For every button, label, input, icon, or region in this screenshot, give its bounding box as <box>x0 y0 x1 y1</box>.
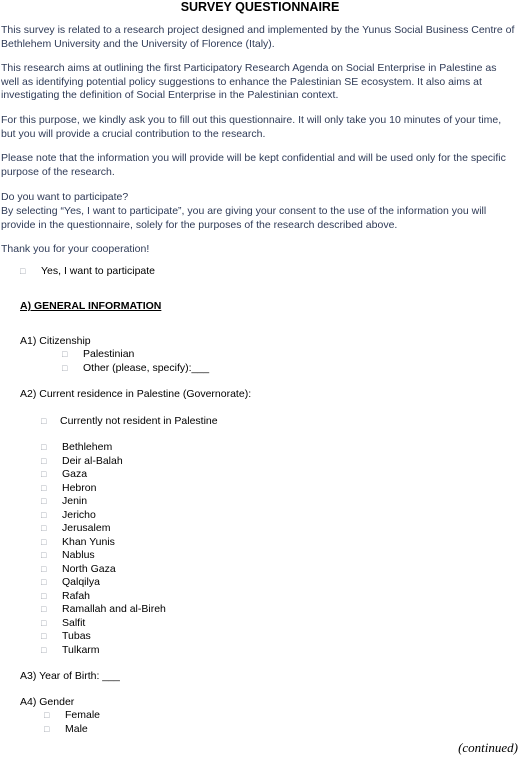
a2-option-checkbox[interactable] <box>41 630 46 642</box>
a2-option-checkbox[interactable] <box>41 576 46 588</box>
intro-paragraph-4: Please note that the information you will provide will be kept confidential and will be used only for the specific purpose of the research. <box>1 152 506 178</box>
checkbox-icon: □ <box>41 469 47 479</box>
checkbox-icon: □ <box>41 455 47 466</box>
a4-option-label: Female <box>65 709 101 721</box>
checkbox-icon: □ <box>41 604 47 614</box>
checkbox-icon: □ <box>44 710 50 720</box>
a2-option-checkbox[interactable] <box>41 590 46 602</box>
a2-option-label: Tubas <box>62 630 91 642</box>
checkbox-icon: □ <box>41 550 47 560</box>
a2-option-label: Jenin <box>62 495 88 507</box>
a2-option-label: North Gaza <box>62 562 116 575</box>
a2-option-label: Salfit <box>62 616 86 629</box>
a2-option-checkbox[interactable] <box>41 468 46 480</box>
intro-paragraph-3: For this purpose, we kindly ask you to fill out this questionnaire. It will only take you 10 minutes of your time, but you will provide a crucial contribution to the research. <box>1 114 502 140</box>
a2-option-checkbox[interactable] <box>41 441 46 453</box>
checkbox-icon: □ <box>41 523 47 533</box>
a2-option-label: Qalqilya <box>62 576 100 588</box>
a4-option-checkbox[interactable] <box>44 709 49 721</box>
intro-paragraph-2: This research aims at outlining the first Participatory Research Agenda on Social Enterprise in Palestine as well as identifying potential policy suggestions to enhance the Palestinian SE ecosystem. It also aims at investigating the definition of Social Enterprise in the Palestinian context. <box>1 62 497 102</box>
a2-option-checkbox[interactable] <box>41 509 46 521</box>
checkbox-icon: □ <box>41 617 47 628</box>
checkbox-icon: □ <box>62 349 68 359</box>
checkbox-icon: □ <box>41 536 47 547</box>
question-a2-residence: A2) Current residence in Palestine (Governorate): <box>20 388 252 400</box>
not-resident-checkbox[interactable] <box>41 415 46 427</box>
consent-paragraph: By selecting “Yes, I want to participate”, you are giving your consent to the use of the information you will provide in the questionnaire, solely for the purposes of the research described above. <box>1 205 487 231</box>
checkbox-icon: □ <box>41 644 47 655</box>
continued-label <box>458 740 518 756</box>
checkbox-icon: □ <box>20 266 26 276</box>
a4-option-label: Male <box>65 723 88 735</box>
a2-option-label: Bethlehem <box>62 441 113 453</box>
a2-option-checkbox[interactable] <box>41 482 46 494</box>
a1-option-label: Palestinian <box>83 348 135 360</box>
participate-question: Do you want to participate? <box>1 191 129 203</box>
checkbox-icon: □ <box>41 496 47 506</box>
a2-option-label: Gaza <box>62 468 88 480</box>
checkbox-icon: □ <box>41 563 47 574</box>
intro-paragraph-1: This survey is related to a research project designed and implemented by the Yunus Social Business Centre of Bethlehem University and the University of Florence (Italy). <box>1 24 515 50</box>
a1-option-checkbox[interactable] <box>62 348 67 360</box>
a1-option-label: Other (please, specify):___ <box>83 362 210 374</box>
a1-option-checkbox[interactable] <box>62 362 67 374</box>
question-a4-gender: A4) Gender <box>20 696 75 708</box>
not-resident-label: Currently not resident in Palestine <box>60 415 218 427</box>
a2-option-checkbox[interactable] <box>41 617 46 629</box>
a2-option-label: Ramallah and al-Bireh <box>62 603 166 615</box>
checkbox-icon: □ <box>41 442 47 452</box>
checkbox-icon: □ <box>41 509 47 520</box>
page-title: SURVEY QUESTIONNAIRE <box>180 0 340 14</box>
a2-option-checkbox[interactable] <box>41 536 46 548</box>
a2-option-label: Jerusalem <box>62 522 111 534</box>
consent-checkbox[interactable] <box>20 265 25 277</box>
a2-option-checkbox[interactable] <box>41 644 46 656</box>
consent-option-label: Yes, I want to participate <box>41 265 156 277</box>
section-heading-general-information: A) GENERAL INFORMATION <box>20 300 162 312</box>
a2-option-checkbox[interactable] <box>41 603 46 615</box>
a2-option-label: Nablus <box>62 549 95 561</box>
a2-option-checkbox[interactable] <box>41 455 46 467</box>
a2-option-checkbox[interactable] <box>41 563 46 575</box>
checkbox-icon: □ <box>41 590 47 601</box>
question-a3-year-of-birth: A3) Year of Birth: ___ <box>20 670 120 682</box>
a2-option-label: Khan Yunis <box>62 535 115 548</box>
a2-option-checkbox[interactable] <box>41 549 46 561</box>
thank-you-text: Thank you for your cooperation! <box>1 243 150 255</box>
checkbox-icon: □ <box>44 724 50 734</box>
checkbox-icon: □ <box>41 577 47 587</box>
a2-option-label: Rafah <box>62 589 91 602</box>
a2-option-label: Jericho <box>62 508 96 521</box>
question-a1-citizenship: A1) Citizenship <box>20 335 91 347</box>
a2-option-checkbox[interactable] <box>41 495 46 507</box>
a2-option-checkbox[interactable] <box>41 522 46 534</box>
a4-option-checkbox[interactable] <box>44 723 49 735</box>
continued-text: (continued) <box>458 740 518 755</box>
checkbox-icon: □ <box>41 631 47 641</box>
checkbox-icon: □ <box>41 416 47 426</box>
checkbox-icon: □ <box>62 363 68 373</box>
checkbox-icon: □ <box>41 482 47 493</box>
a2-option-label: Tulkarm <box>62 643 100 656</box>
a2-option-label: Hebron <box>62 481 97 494</box>
a2-option-label: Deir al-Balah <box>62 454 123 467</box>
